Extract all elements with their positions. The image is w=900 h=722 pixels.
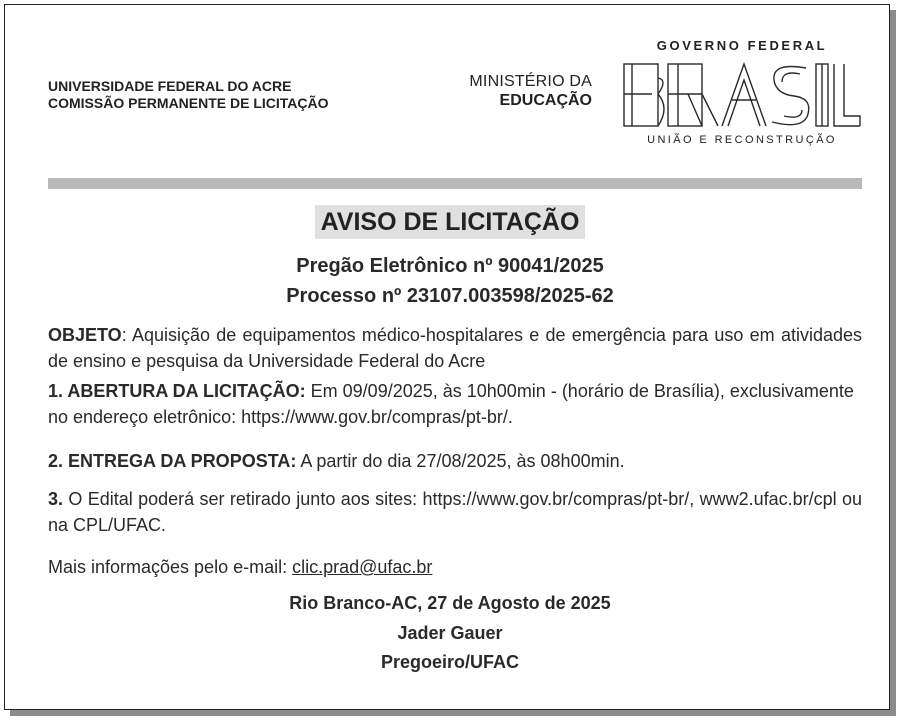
item1-paragraph xyxy=(48,378,862,430)
item1-text: Em 09/09/2025, às 10h00min - (horário de Brasília), exclusivamente no endereço eletrônico: https://www.gov.br/compras/pt-br/. xyxy=(48,381,854,427)
item3-text: O Edital poderá ser retirado junto aos sites: https://www.gov.br/compras/pt-br/, www2.ufac.br/cpl ou na CPL/UFAC. xyxy=(48,489,862,535)
notice-title: AVISO DE LICITAÇÃO xyxy=(315,205,586,239)
divider-bar xyxy=(48,178,862,189)
gov-top-text: GOVERNO FEDERAL xyxy=(656,38,828,53)
item3-label: 3. xyxy=(48,489,64,509)
commission-name: COMISSÃO PERMANENTE DE LICITAÇÃO xyxy=(48,95,329,111)
place-date: Rio Branco-AC, 27 de Agosto de 2025 xyxy=(289,593,611,613)
item3-paragraph xyxy=(48,486,862,538)
brasil-logo-mark xyxy=(622,60,862,130)
item1-label: 1. ABERTURA DA LICITAÇÃO: xyxy=(48,381,306,401)
item2-text: A partir do dia 27/08/2025, às 08h00min. xyxy=(296,451,625,471)
objeto-label: OBJETO xyxy=(48,325,122,345)
signer-name: Jader Gauer xyxy=(397,623,503,643)
ministry-line2: EDUCAÇÃO xyxy=(499,92,592,109)
signer-role: Pregoeiro/UFAC xyxy=(380,652,520,672)
gov-logo xyxy=(622,38,862,150)
university-name: UNIVERSIDADE FEDERAL DO ACRE xyxy=(48,78,292,94)
email-link[interactable]: clic.prad@ufac.br xyxy=(292,557,433,577)
ministry-line1: MINISTÉRIO DA xyxy=(469,73,592,90)
gov-bottom-text: UNIÃO E RECONSTRUÇÃO xyxy=(647,134,837,146)
item2-paragraph xyxy=(48,448,862,474)
info-text: Mais informações pelo e-mail: xyxy=(48,557,293,577)
university-block xyxy=(48,78,329,112)
processo-line: Processo nº 23107.003598/2025-62 xyxy=(286,285,614,307)
info-paragraph xyxy=(48,554,862,580)
ministry-block xyxy=(452,72,592,110)
title-wrap xyxy=(0,205,900,239)
pregao-line: Pregão Eletrônico nº 90041/2025 xyxy=(296,255,604,277)
objeto-paragraph xyxy=(48,322,862,374)
item2-label: 2. ENTREGA DA PROPOSTA: xyxy=(48,451,297,471)
objeto-text: : Aquisição de equipamentos médico-hospitalares e de emergência para uso em atividades de ensino e pesquisa da Universidade Federal do Acre xyxy=(48,325,862,371)
